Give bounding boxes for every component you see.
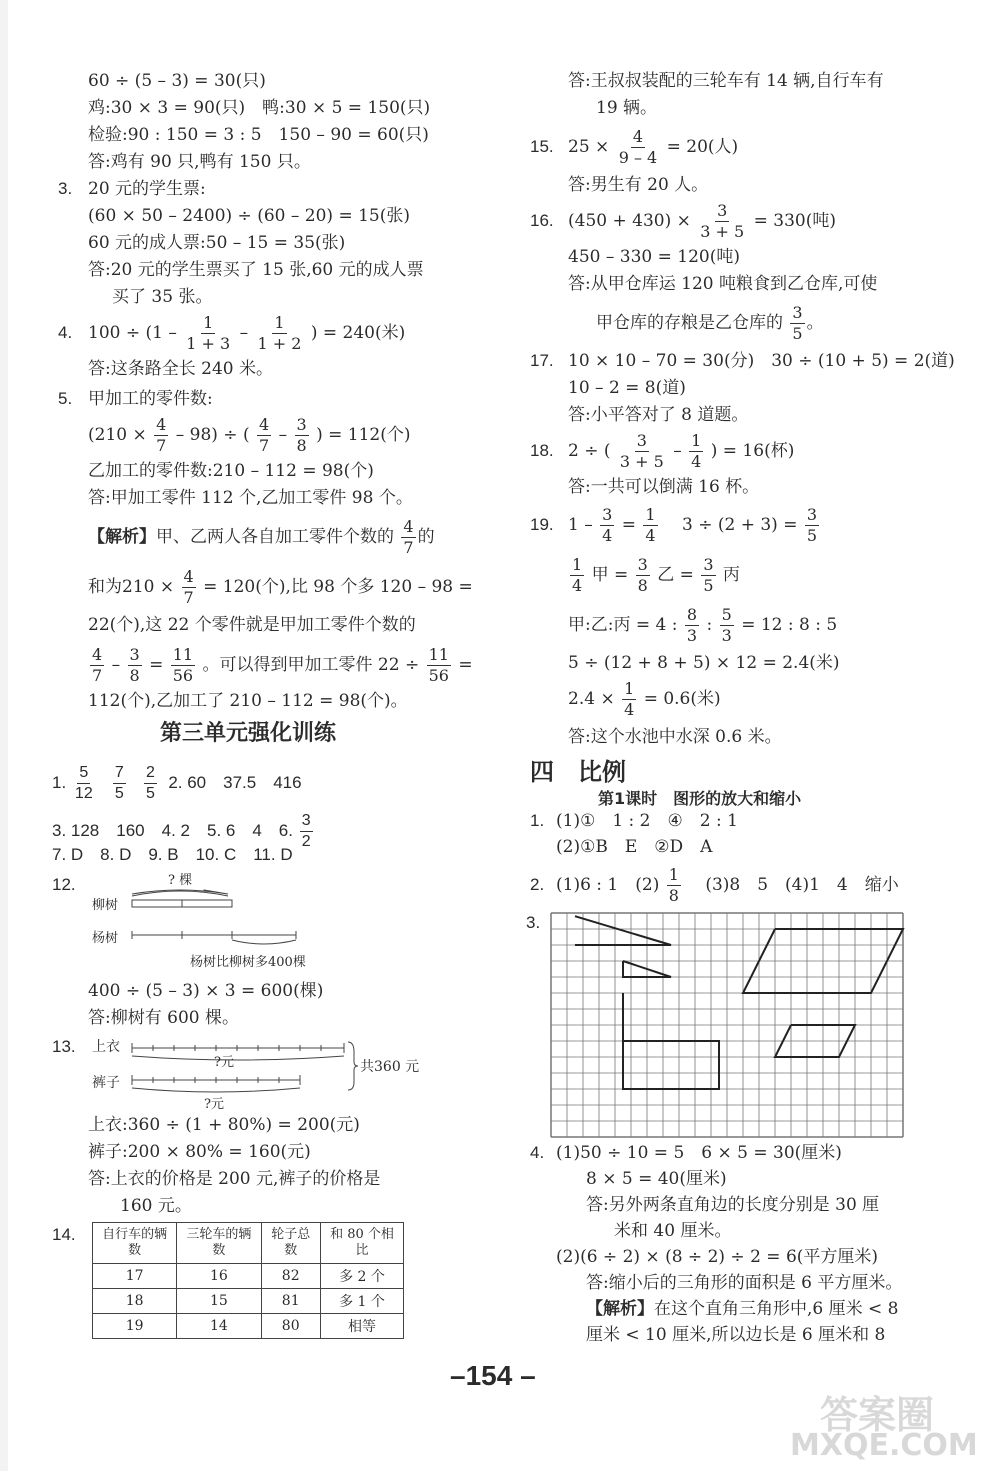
analysis-tag: 【解析】 (88, 527, 156, 547)
fraction: $\frac{5}{12}$ (74, 764, 93, 803)
formula-text: ) = 240(米) (310, 323, 406, 343)
answer-line: (2)①B E ②D A (556, 837, 713, 857)
fraction: $\frac{4}{7}$ (156, 415, 167, 455)
table-header-cell: 和 80 个相比 (320, 1223, 403, 1264)
line-answer: 19 辆。 (596, 98, 658, 118)
line-calc: 乙加工的零件数:210 – 112 = 98(个) (88, 461, 374, 481)
table-row (93, 1289, 404, 1314)
formula-text: 100 ÷ (1 – (88, 323, 177, 343)
question-number: 13. (52, 1037, 76, 1056)
table-header-cell: 轮子总数 (261, 1223, 320, 1264)
fraction: $\frac{4}{7}$ (259, 415, 270, 455)
enlarged-shape (623, 993, 719, 1089)
fraction: $\frac{3}{5}$ (806, 505, 818, 545)
line-answer: 160 元。 (120, 1196, 192, 1216)
question-number: 3. (58, 179, 73, 198)
formula-line: (450 + 430) × $\frac{3}{3 + 5}$ = 330(吨) (568, 201, 836, 241)
answer-line: (1)① 1 : 2 ④ 2 : 1 (556, 811, 738, 831)
formula-line: 2 ÷ ( $\frac{3}{3 + 5}$ – $\frac{1}{4}$ ) = 16(杯) (568, 431, 795, 471)
line-calc: (2)(6 ÷ 2) × (8 ÷ 2) ÷ 2 = 6(平方厘米) (556, 1247, 879, 1267)
diagram-label: ? 棵 (168, 873, 193, 888)
fraction: $\frac{3}{8}$ (296, 415, 307, 455)
line-segment-diagram (128, 880, 308, 950)
line-answer: 答:一共可以倒满 16 杯。 (568, 477, 760, 497)
watermark-logo: 答案圈 (820, 1393, 935, 1437)
line-check: 检验:90 : 150 = 3 : 5 150 – 90 = 60(只) (88, 125, 429, 145)
answer-line: (1)6 : 1 (2) $\frac{1}{8}$ (3)8 5 (4)1 4 缩小 (556, 865, 899, 905)
question-number: 17. (530, 351, 554, 370)
answer-line: 1. $\frac{5}{12}$ $\frac{7}{5}$ $\frac{2}{5}$ 2. 60 37.5 416 (52, 764, 302, 803)
answer-line: 7. D 8. D 9. B 10. C 11. D (52, 845, 293, 864)
fraction: $\frac{1}{1 + 2}$ (257, 313, 302, 353)
question-number: 12. (52, 875, 76, 894)
diagram-label: 柳树 (92, 898, 119, 913)
chapter-title: 四 比例 (530, 758, 626, 786)
table-cell: 17 (93, 1264, 177, 1289)
fraction: $\frac{3}{8}$ (637, 555, 648, 595)
line-calc: 60 ÷ (5 – 3) = 30(只) (88, 71, 266, 91)
table-cell: 多 1 个 (320, 1289, 403, 1314)
fraction: $\frac{1}{1 + 3}$ (186, 313, 231, 353)
table-header-row (93, 1223, 404, 1264)
fraction: $\frac{1}{4}$ (572, 555, 583, 595)
fraction: $\frac{1}{4}$ (691, 431, 702, 471)
table-cell: 19 (93, 1314, 177, 1339)
diagram-label: 上衣 (92, 1039, 120, 1055)
line-text: 20 元的学生票: (88, 179, 206, 199)
formula-line (88, 308, 405, 358)
fraction: $\frac{1}{4}$ (624, 679, 635, 719)
question-number: 4. (530, 1143, 545, 1162)
answer-table (92, 1222, 404, 1339)
line-calc: 10 × 10 – 70 = 30(分) 30 ÷ (10 + 5) = 2(道) (568, 351, 955, 371)
line-answer: 答:鸡有 90 只,鸭有 150 只。 (88, 152, 311, 172)
line-calc: 上衣:360 ÷ (1 + 80%) = 200(元) (88, 1115, 360, 1135)
table-row (93, 1314, 404, 1339)
table-cell: 16 (177, 1264, 261, 1289)
watermark-url: MXQE.COM (790, 1428, 978, 1463)
line-text: 甲加工的零件数: (88, 389, 213, 409)
table-cell: 80 (261, 1314, 320, 1339)
line-answer: 答:柳树有 600 棵。 (88, 1008, 239, 1028)
fraction: $\frac{1}{8}$ (668, 865, 679, 905)
table-cell: 相等 (320, 1314, 403, 1339)
analysis-tag: 【解析】 (586, 1299, 654, 1319)
fraction: $\frac{3}{5}$ (792, 303, 803, 343)
question-number: 15. (530, 137, 554, 156)
line-answer: 答:这个水池中水深 0.6 米。 (568, 727, 782, 747)
fraction: $\frac{4}{7}$ (92, 645, 103, 685)
table-cell: 81 (261, 1289, 320, 1314)
question-number: 4. (58, 323, 73, 342)
line-segment-diagram (128, 1038, 358, 1118)
question-number: 1. (530, 811, 545, 830)
diagram-label: 杨树比柳树多400棵 (190, 955, 306, 970)
analysis-line: 112(个),乙加工了 210 – 112 = 98(个)。 (88, 691, 408, 711)
question-number: 2. (530, 875, 545, 894)
formula-text: – (239, 323, 249, 343)
line-calc: 10 – 2 = 8(道) (568, 378, 686, 398)
unit-title: 第三单元强化训练 (160, 721, 337, 746)
analysis-line: 和为210 × $\frac{4}{7}$ = 120(个),比 98 个多 120 – 98 = (88, 567, 473, 607)
diagram-label: 共360 元 (360, 1059, 420, 1075)
question-number: 5. (58, 389, 73, 408)
table-cell: 14 (177, 1314, 261, 1339)
question-number: 19. (530, 515, 554, 534)
analysis-line: 【解析】甲、乙两人各自加工零件个数的 $\frac{4}{7}$ 的 (88, 517, 435, 557)
question-number: 14. (52, 1225, 76, 1244)
question-number: 16. (530, 211, 554, 230)
line-calc: 5 ÷ (12 + 8 + 5) × 12 = 2.4(米) (568, 653, 840, 673)
line-answer: 答:王叔叔装配的三轮车有 14 辆,自行车有 (568, 71, 884, 91)
diagram-label: 裤子 (92, 1075, 120, 1091)
fraction: $\frac{8}{3}$ (686, 605, 698, 645)
line-calc: 400 ÷ (5 – 3) × 3 = 600(棵) (88, 981, 324, 1001)
fraction: $\frac{11}{56}$ (428, 645, 449, 685)
fraction: $\frac{3}{8}$ (129, 645, 140, 685)
analysis-line: 【解析】在这个直角三角形中,6 厘米 < 8 (586, 1299, 899, 1319)
table-cell: 18 (93, 1289, 177, 1314)
fraction: $\frac{11}{56}$ (172, 645, 194, 685)
line-calc: 裤子:200 × 80% = 160(元) (88, 1142, 311, 1162)
line-calc: 鸡:30 × 3 = 90(只) 鸭:30 × 5 = 150(只) (88, 98, 431, 118)
formula-line: 1 – $\frac{3}{4}$ = $\frac{1}{4}$ 3 ÷ (2 + 3) = $\frac{3}{5}$ (568, 505, 818, 545)
formula-line: 甲:乙:丙 = 4 : $\frac{8}{3}$ : $\frac{5}{3}$ = 12 : 8 : 5 (568, 605, 838, 645)
line-answer: 甲仓库的存粮是乙仓库的 $\frac{3}{5}$ 。 (596, 303, 824, 343)
fraction: $\frac{3}{2}$ (301, 812, 311, 851)
line-calc: (1)50 ÷ 10 = 5 6 × 5 = 30(厘米) (556, 1143, 842, 1163)
line-calc: 8 × 5 = 40(厘米) (586, 1169, 727, 1189)
fraction: $\frac{5}{3}$ (721, 605, 732, 645)
formula-line: 2.4 × $\frac{1}{4}$ = 0.6(米) (568, 679, 721, 719)
fraction: $\frac{1}{4}$ (645, 505, 656, 545)
line-answer: 答:男生有 20 人。 (568, 175, 709, 195)
fraction: $\frac{7}{5}$ (114, 764, 124, 803)
fraction: $\frac{3}{3 + 5}$ (700, 201, 745, 241)
table-row (93, 1264, 404, 1289)
line-answer: 答:缩小后的三角形的面积是 6 平方厘米。 (586, 1273, 903, 1293)
fraction: $\frac{3}{4}$ (602, 505, 613, 545)
table-header-cell: 三轮车的辆数 (177, 1223, 261, 1264)
fraction: $\frac{4}{7}$ (403, 517, 414, 557)
fraction: $\frac{4}{7}$ (183, 567, 194, 607)
line-answer: 答:甲加工零件 112 个,乙加工零件 98 个。 (88, 488, 413, 508)
table-cell: 多 2 个 (320, 1264, 403, 1289)
page-edge-shade (0, 0, 8, 1471)
line-answer: 答:上衣的价格是 200 元,裤子的价格是 (88, 1169, 381, 1189)
line-answer: 答:小平答对了 8 道题。 (568, 405, 749, 425)
fraction: $\frac{3}{3 + 5}$ (619, 431, 664, 471)
line-answer: 答:这条路全长 240 米。 (88, 359, 273, 379)
table-cell: 82 (261, 1264, 320, 1289)
fraction: $\frac{4}{9 - 4}$ (618, 127, 658, 167)
line-answer: 买了 35 张。 (112, 287, 213, 307)
table-header-cell: 自行车的辆数 (93, 1223, 177, 1264)
analysis-line: 厘米 < 10 厘米,所以边长是 6 厘米和 8 (586, 1325, 886, 1345)
line-calc: (60 × 50 – 2400) ÷ (60 – 20) = 15(张) (88, 206, 410, 226)
diagram-label: ?元 (204, 1097, 224, 1112)
answer-line: 3. 128 160 4. 2 5. 6 4 6. $\frac{3}{2}$ (52, 812, 311, 851)
table-cell: 15 (177, 1289, 261, 1314)
line-answer: 答:从甲仓库运 120 吨粮食到乙仓库,可使 (568, 274, 878, 294)
analysis-line: $\frac{4}{7}$ – $\frac{3}{8}$ = $\frac{11}{56}$ 。可以得到甲加工零件 22 ÷ $\frac{11}{56}$ = (92, 645, 473, 685)
line-calc: 450 – 330 = 120(吨) (568, 247, 740, 267)
lesson-title: 第1课时 图形的放大和缩小 (598, 789, 802, 808)
diagram-label: 杨树 (92, 931, 119, 946)
analysis-line: 22(个),这 22 个零件就是甲加工零件个数的 (88, 615, 416, 635)
page-number: –154 – (450, 1360, 536, 1391)
question-number: 3. (526, 913, 541, 932)
line-answer: 答:另外两条直角边的长度分别是 30 厘 (586, 1195, 880, 1215)
line-calc: 60 元的成人票:50 – 15 = 35(张) (88, 233, 346, 253)
question-number: 18. (530, 441, 554, 460)
fraction: $\frac{3}{5}$ (703, 555, 714, 595)
diagram-label: ?元 (214, 1055, 234, 1070)
grid-figure (550, 912, 912, 1138)
formula-line: (210 × $\frac{4}{7}$ – 98) ÷ ( $\frac{4}{7}$ – $\frac{3}{8}$ ) = 112(个) (88, 415, 411, 455)
line-answer: 米和 40 厘米。 (614, 1221, 732, 1241)
triangle-shape (575, 916, 671, 945)
line-answer: 答:20 元的学生票买了 15 张,60 元的成人票 (88, 260, 424, 280)
formula-line: $\frac{1}{4}$ 甲 = $\frac{3}{8}$ 乙 = $\frac{3}{5}$ 丙 (572, 555, 740, 595)
fraction: $\frac{2}{5}$ (145, 764, 155, 803)
formula-line: 25 × $\frac{4}{9 - 4}$ = 20(人) (568, 127, 739, 167)
